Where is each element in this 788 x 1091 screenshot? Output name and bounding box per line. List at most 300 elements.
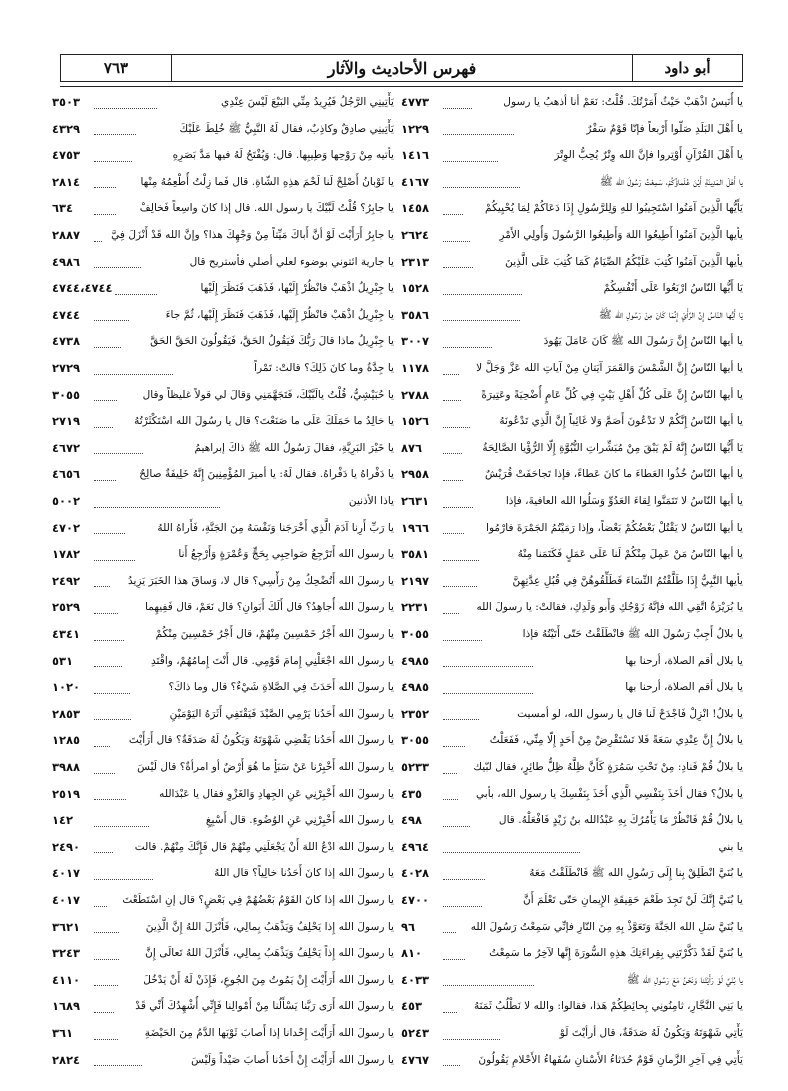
- index-entry: [52, 145, 394, 165]
- index-entry: [401, 571, 743, 591]
- hadith-number: ٢٦٣١: [401, 494, 430, 508]
- index-entry: [52, 1050, 394, 1070]
- entry-text: يا بلالُ؟ فقال أخَذَ بِنَفْسِي الَّذِي أَخَذَ بِنَفْسِكَ يا رسول الله، بأبي: [475, 787, 743, 800]
- entry-text: يَا أَيُّها النّاسُ إِنَّهُ لَمْ يَبْقَ مِنْ مُبَشِّراتِ النُّبُوَّةِ إِلّا الرُّؤْيا الصَّالِحَةُ: [482, 441, 743, 454]
- dot-leader: [94, 1027, 118, 1040]
- dot-leader: [94, 814, 149, 827]
- hadith-number: ٢٨٨٧: [52, 228, 81, 242]
- index-entry: [52, 571, 394, 591]
- index-entry: [401, 917, 743, 937]
- dot-leader: [94, 441, 143, 454]
- index-entry: [401, 1023, 743, 1043]
- hadith-number: ٢٧٢٩: [52, 361, 81, 375]
- dot-leader: [443, 707, 479, 720]
- index-entry: [52, 119, 394, 139]
- hadith-number: ٥٠٠٢: [52, 494, 81, 508]
- entry-text: يا بُنَيَّ انْطَلِقْ بِنا إِلَى رَسُولِ الله ﷺ فَانْطَلَقْتُ مَعَهُ: [529, 867, 743, 880]
- entry-text: يا رسولَ الله أَحَدُنا يَقْضِي شَهْوَتَهُ وَيَكُونُ لَهُ صَدَقَةٌ؟ قال أَرَأَيْتَ: [128, 734, 394, 747]
- entry-text: يا بني: [718, 840, 743, 853]
- entry-text: يا رسولَ الله أَرَأَيْتَ إِنْ يَمُوتُ مِنَ الجُوعِ، فَإِذَنْ لَهُ أَنْ يَدْخُلَ: [143, 973, 394, 986]
- hadith-number: ٣٥٠٣: [52, 95, 81, 109]
- index-entry: [52, 331, 394, 351]
- hadith-number: ٤٩٨٥: [401, 680, 430, 695]
- hadith-number: ٢٨٥٣: [51, 706, 81, 721]
- hadith-number: ٤٧٦٧: [401, 1052, 430, 1067]
- hadith-number: ٤٠١٧: [51, 866, 81, 881]
- hadith-number: ٣٠٥٥: [400, 627, 430, 641]
- hadith-number: ٨٧٦: [401, 440, 423, 455]
- entry-text: يا حُبَيْشِيُّ، قُلْتُ يالَبَّيْكَ، فَتَجَهَّمَنِي وَقالَ لي قولاً غليظاً وقال: [142, 388, 394, 401]
- page-number: ٧٦٣: [103, 59, 129, 77]
- dot-leader: [94, 787, 126, 800]
- dot-leader: [443, 574, 477, 587]
- index-entry: [52, 757, 394, 777]
- hadith-number: ٤٧٣٨: [52, 334, 81, 349]
- hadith-number: ٤٩٨٦: [51, 254, 81, 269]
- dot-leader: [94, 840, 113, 853]
- hadith-number: ٤٦٥٦: [52, 467, 81, 482]
- index-entry: [401, 305, 743, 325]
- dot-leader: [443, 548, 479, 561]
- hadith-number: ٤٧٠٠: [400, 893, 430, 907]
- hadith-number: ١٦٨٩: [51, 999, 81, 1014]
- entry-text: يا بلالُ! انْزِلْ فَاجْدَحْ لَنا قال يا رسول الله، لو أمسيت: [517, 707, 743, 720]
- hadith-number: ١٢٨٥: [52, 733, 81, 748]
- dot-leader: [443, 681, 533, 694]
- index-entry: [52, 385, 394, 405]
- index-entry: [52, 1023, 394, 1043]
- index-entry: [401, 92, 743, 112]
- hadith-number: ٨١٠: [400, 946, 423, 961]
- index-entry: [52, 943, 394, 963]
- entry-text: يا جِدَّةُ وما كانَ ذَلِكَ؟ قالتْ: تَمْراً: [254, 362, 394, 374]
- entry-text: يا بلال أقم الصلاة، أرحنا بها: [625, 654, 743, 667]
- hadith-number: ٤٠١٧: [52, 893, 81, 907]
- entry-text: يا رسولَ الله أَحَدُنا يَرْمِي الصَّيْدَ فَيَقْتَفِي أَثَرَهُ اليَوْمَيْنِ: [169, 707, 394, 720]
- dot-leader: [94, 1053, 142, 1066]
- dot-leader: [443, 867, 485, 880]
- hadith-number: ٢١٩٧: [400, 573, 430, 588]
- hadith-number: ٦٣٤: [52, 201, 74, 216]
- dot-leader: [94, 415, 113, 428]
- index-entry: [52, 890, 394, 910]
- entry-text: يا أيها النّاسُ لا تَتَمَنَّوا لِقاءَ العَدُوِّ وَسَلُوا الله العافيةَ، فإذا: [505, 495, 743, 507]
- entry-text: يا أيها النّاسُ لا يَقْتُلْ بَعْضُكُمْ بَعْضاً، وإذا رَمَيْتُمُ الجَمْرَةَ فارْمُوا: [486, 521, 743, 534]
- dot-leader: [94, 707, 131, 720]
- hadith-number: ٣٠٥٥: [51, 387, 81, 402]
- index-entry: [401, 677, 743, 697]
- index-entry: [401, 225, 743, 245]
- hadith-number: ٣٩٨٨: [51, 760, 81, 774]
- dot-leader: [443, 1053, 460, 1066]
- entry-text: يا رسول الله أَتَرْجِعُ صَواحِبِي بِحَجٍّ وَعُمْرَةٍ وَأَرْجِعُ أَنا: [178, 548, 394, 561]
- hadith-number: ٤٧٤٤،٤٧٤٤: [52, 281, 113, 296]
- hadith-number: ٣٥٨٦: [401, 307, 430, 322]
- index-entry: [401, 411, 743, 431]
- dot-leader: [443, 308, 520, 321]
- hadith-number: ١٤٢: [51, 813, 74, 828]
- entry-text: يا بُرَيْرَةُ اتَّقِي الله فإنَّهُ زَوْجُكِ وَأَبو وَلَدِكِ، فقالتْ: يا رسولَ الله: [476, 601, 743, 614]
- entry-text: يَأْتِينِي صادِقٌ وكاذِبٌ، فقال لَهُ النَّبِيُّ ﷺ خُلِطَ عَلَيْكَ: [179, 122, 394, 135]
- entry-text: يا رسولَ الله أَخْبِرْنِي عَنِ الجِهادِ وَالغَزْوِ فقال يا عَبْدَالله: [159, 787, 394, 800]
- hadith-number: ٥٣١: [52, 653, 74, 668]
- hadith-number: ٣٢٤٣: [52, 946, 81, 961]
- entry-text: يا بلالُ إِنَّ عِنْدِي سَعَةً فَلا تَسْتَقْرِضْ مِنْ أَحَدٍ إِلّا مِنِّي، فَفَعَلْتُ: [489, 734, 743, 747]
- dot-leader: [115, 282, 157, 295]
- dot-leader: [94, 973, 118, 986]
- hadith-number: ٤٣٢٩: [52, 121, 81, 136]
- index-entry: [401, 970, 743, 990]
- hadith-number: ٩٦: [400, 919, 416, 934]
- entry-text: يا بُنَيَّ سَلِ الله الجَنَّةَ وَتَعَوَّذْ بِهِ مِنَ النّارِ فإنِّي سَمِعْتُ رَسُولَ الله: [470, 920, 743, 933]
- dot-leader: [94, 202, 116, 215]
- index-entry: [52, 358, 394, 378]
- index-entry: [401, 252, 743, 272]
- dot-leader: [94, 920, 119, 933]
- dot-leader: [443, 255, 473, 268]
- dot-leader: [443, 601, 459, 614]
- book-name: أبو داود: [632, 55, 742, 81]
- dot-leader: [443, 388, 461, 401]
- entry-text: يا رسولَ الله إذا كانَ القَوْمُ بَعْضُهُمْ فِي بَعْضٍ؟ قال إنِ اسْتَطَعْتَ: [122, 894, 394, 906]
- hadith-number: ٤٣٥: [401, 786, 423, 801]
- dot-leader: [443, 1027, 500, 1040]
- entry-text: يا رسولَ الله إذا كانَ أَحَدُنا خالِياً؟ قال اللهُ: [214, 867, 394, 880]
- dot-leader: [443, 229, 470, 242]
- hadith-number: ٣٠٠٧: [401, 334, 430, 349]
- index-entry: [401, 837, 743, 857]
- dot-leader: [443, 761, 457, 774]
- index-entry: [52, 305, 394, 325]
- dot-leader: [94, 96, 157, 109]
- entry-text: يا خالِدُ ما حَمَلَكَ عَلَى ما صَنَعْتَ؟ قال يا رسُولَ الله اسْتَكْثَرْتُهُ: [134, 415, 394, 428]
- index-entry: [401, 996, 743, 1016]
- dot-leader: [94, 601, 118, 614]
- entry-text: يا رسولَ الله أَخْبِرْنا عَنْ سَبَأٍ ما هُوَ أَرْضٌ أو امرأةٌ؟ قال لَيْسَ: [137, 761, 394, 773]
- right-column: [401, 92, 743, 1082]
- entry-text: يا أيها النّاسُ مَنْ عَمِلَ مِنْكُمْ لَنا عَلَى عَمَلٍ فَكَتَمَنا مِنْهُ: [517, 548, 743, 561]
- hadith-number: ٤١٦٧: [401, 174, 430, 189]
- index-entry: [401, 624, 743, 644]
- dot-leader: [443, 840, 580, 853]
- dot-leader: [94, 335, 121, 348]
- entry-text: يا أيها النّاسُ إِنَّ رَسُولَ الله ﷺ كَانَ عَامَلَ يَهُودَ: [543, 335, 743, 348]
- entry-text: يا بلال أقم الصلاة، أرحنا بها: [625, 681, 743, 694]
- hadith-number: ٣٦٢١: [51, 919, 81, 934]
- entry-text: يا أيها النّاسُ إِنَّ الشَّمْسَ وَالقَمَرَ آيَتانِ مِنْ آياتِ الله عَزَّ وَجَلَّ لا: [476, 362, 743, 374]
- dot-leader: [443, 122, 514, 135]
- hadith-number: ٤٣٤١: [52, 627, 81, 641]
- index-entry: [52, 225, 394, 245]
- hadith-number: ٢٩٥٨: [401, 467, 430, 482]
- dot-leader: [443, 149, 498, 162]
- hadith-number: ٣٠٥٥: [401, 733, 430, 748]
- dot-leader: [443, 96, 472, 109]
- hadith-number: ٥٢٣٣: [400, 760, 430, 774]
- index-entry: [52, 172, 394, 192]
- index-entry: [401, 358, 743, 378]
- entry-text: يا رسولَ الله أَخْبِرْنِي عَنِ الوُضُوءِ. قال أَسْبِغِ: [205, 814, 394, 827]
- entry-text: يأيها النَّبِيُّ إِذَا طَلَّقْتُمُ النِّسَاءَ فَطَلِّقُوهُنَّ فِي قُبُلِ عِدَّتِهِنَّ: [512, 574, 743, 587]
- index-entry: [52, 252, 394, 272]
- index-entry: [401, 198, 743, 218]
- dot-leader: [443, 973, 534, 986]
- entry-text: يا بلالُ قُمْ فَانْظُرْ مَا يَأْمُرُكَ بِهِ عَبْدُالله بنُ زَيْدٍ فَافْعَلْهُ. قال: [498, 814, 743, 827]
- index-entry: [52, 837, 394, 857]
- dot-leader: [443, 628, 482, 641]
- entry-text: يا رَبِّ أَرِنا آدَمَ الَّذِي أَخْرَجَنا وَنَفْسَهُ مِنَ الجَنَّةِ، فَأَراهُ اللهُ: [157, 521, 394, 534]
- dot-leader: [443, 734, 465, 747]
- hadith-number: ١٥٢٦: [400, 414, 430, 429]
- entry-text: يَأْتِي فِي آخِرِ الزَّمانِ قَوْمٌ حُدَثاءُ الأَسْنانِ سُفَهاءُ الأَحْلامِ يَقُولُونَ: [478, 1053, 743, 1066]
- index-entry: [401, 172, 743, 192]
- dot-leader: [94, 1000, 114, 1013]
- entry-text: يا رسولَ الله أَحَدَثَ فِي الصَّلاةِ شَيْءٌ؟ قال وما ذاكَ؟: [168, 681, 394, 694]
- index-entry: [401, 704, 743, 724]
- hadith-number: ١١٧٨: [400, 361, 430, 375]
- index-entry: [52, 863, 394, 883]
- index-entry: [52, 677, 394, 697]
- entry-text: ياذا الأذنين: [348, 495, 394, 507]
- dot-leader: [94, 628, 124, 641]
- hadith-number: ٤٧٤٤: [52, 307, 81, 322]
- entry-text: يا أيها النّاسُ خُذُوا العَطاءَ ما كانَ عَطاءً، فإذا تَجاحَفَتْ قُرَيْشٌ: [485, 468, 743, 481]
- index-entry: [401, 491, 743, 511]
- dot-leader: [94, 255, 141, 268]
- dot-leader: [443, 495, 473, 508]
- hadith-number: ٣٥٨١: [400, 547, 430, 562]
- index-entry: [401, 544, 743, 564]
- dot-leader: [443, 202, 463, 215]
- entry-text: يا أَهْلَ المَدِينَةِ أَيْنَ عُلَماؤُكُمْ، سَمِعْتُ رَسُولَ الله ﷺ: [599, 175, 743, 188]
- dot-leader: [94, 229, 102, 242]
- dot-leader: [443, 335, 492, 348]
- index-entry: [401, 810, 743, 830]
- dot-leader: [94, 362, 173, 375]
- dot-leader: [94, 734, 110, 747]
- left-column: [52, 92, 394, 1082]
- index-entry: [401, 119, 743, 139]
- dot-leader: [443, 415, 470, 428]
- entry-text: يا رسول الله اجْعَلْنِي إِمامَ قَوْمِي. قال أَنْتَ إِمامُهُمْ، واقْتَدِ: [151, 654, 394, 667]
- entry-text: يا رسولَ الله ادْعُ اللهَ أَنْ يَجْعَلَنِي مِنْهُمْ قال فَإِنَّكَ مِنْهُمْ. قالت: [134, 840, 394, 853]
- entry-text: يا رسولَ الله أَجْرُ خَمْسِينَ مِنْهُمْ، قال أَجْرُ خَمْسِينَ مِنْكُمْ: [155, 628, 394, 640]
- hadith-number: ٤٠٢٨: [401, 866, 430, 881]
- index-entry: [52, 651, 394, 671]
- page-header: [60, 54, 743, 82]
- dot-leader: [94, 175, 116, 188]
- entry-text: يا رسولَ الله أَرَأَيْتَ إِنْ أَحَدُنا أَصابَ صَيْداً وَلَيْسَ: [191, 1053, 394, 1066]
- index-entry: [52, 491, 394, 511]
- index-entry: [401, 890, 743, 910]
- hadith-number: ٢٦٢٤: [401, 228, 430, 242]
- entry-text: يا رسولَ الله أُجاهِدُ؟ قال أَلَكَ أَبَوانِ؟ قال نَعَمْ، قال فَفِيهِما: [144, 601, 394, 614]
- index-entry: [52, 624, 394, 644]
- dot-leader: [443, 362, 459, 375]
- hadith-number: ٢٧١٩: [52, 414, 81, 429]
- entry-text: يا أيها النّاسُ إِنَّكُمْ لا تَدْعُونَ أَصَمَّ وَلا غَائِباً إِنَّ الَّذِي تَدْعُونَهُ: [499, 415, 743, 428]
- entry-text: يا رسولَ الله إِذا يَحْلِفُ وَيَذْهَبُ بِمالِي، فَأَنْزَلَ اللهُ إِنَّ الَّذِينَ: [145, 920, 394, 933]
- index-entry: [52, 917, 394, 937]
- hadith-number: ٢٣٥٢: [401, 706, 430, 721]
- dot-leader: [443, 787, 458, 800]
- hadith-number: ٤٩٦٤: [401, 839, 430, 854]
- entry-text: يا أَهْلَ البَلَدِ صَلّوا أَرْبعاً فإنّا قَوْمٌ سَفْرٌ: [586, 122, 743, 135]
- hadith-number: ٢٤٩٢: [51, 573, 81, 588]
- hadith-number: ١٩٦٦: [400, 520, 430, 535]
- hadith-number: ٤٧٠٢: [52, 520, 81, 535]
- index-entry: [401, 278, 743, 298]
- hadith-number: ٢٥١٩: [51, 786, 81, 801]
- hadith-number: ١٤٥٨: [401, 201, 430, 216]
- dot-leader: [443, 468, 463, 481]
- entry-text: يا بَنِي النَّجَّارِ، ثامِنُونِي بِحائِطِكُمْ هَذا، فقالوا: والله لا نَطْلُبُ ثَمَنَهُ: [473, 1000, 743, 1013]
- dot-leader: [94, 388, 117, 401]
- header-rule: [60, 86, 743, 87]
- index-entry: [401, 597, 743, 617]
- dot-leader: [94, 654, 122, 667]
- index-entry: [52, 704, 394, 724]
- index-entry: [401, 464, 743, 484]
- entry-text: يا جِبْرِيلُ اذْهَبْ فانْظُرْ إِلَيْها، فَذَهَبَ فَنَظَرَ إِلَيْها: [200, 282, 394, 295]
- entry-text: يا جِبْرِيلُ اذْهَبْ فانْظُرْ إِلَيْها، فَذَهَبَ فَنَظَرَ إِلَيْها، ثُمَّ جاءَ: [165, 308, 394, 321]
- hadith-number: ٥٢٤٣: [400, 1026, 430, 1040]
- hadith-number: ١٧٨٢: [52, 547, 81, 562]
- entry-text: يا رسولَ الله إِذاً يَحْلِفُ وَيَذْهَبُ بِمالِي، فَأَنْزَلَ اللهُ تَعالَى إِنَّ: [145, 947, 394, 960]
- index-title: فهرس الأحاديث والآثار: [171, 55, 632, 81]
- entry-text: يا أُنَيسُ اذْهَبْ حَيْثُ أَمَرْتُكَ. قُلْتُ: نَعَمْ أنا أذهبُ يا رسول: [503, 96, 743, 108]
- dot-leader: [443, 521, 464, 534]
- hadith-number: ٢٥٢٩: [52, 600, 81, 615]
- index-entry: [52, 278, 394, 298]
- entry-text: يَأْتِي شَهْوَتَهُ وَيَكُونُ لَهُ صَدَقَةٌ، قال أرأيْتَ لَوْ: [559, 1027, 743, 1039]
- dot-leader: [443, 1000, 457, 1013]
- index-entry: [52, 810, 394, 830]
- dot-leader: [443, 894, 482, 907]
- index-entry: [401, 651, 743, 671]
- dot-leader: [94, 468, 116, 481]
- hadith-number: ٢٣١٣: [401, 254, 430, 269]
- index-entry: [52, 784, 394, 804]
- hadith-number: ٢٧٨٨: [401, 387, 430, 402]
- hadith-number: ٤٩٨٥: [401, 653, 430, 668]
- hadith-number: ١٤١٦: [401, 148, 430, 163]
- index-entry: [52, 996, 394, 1016]
- entry-text: يا رسولَ الله أَتُضْحِكُ مِنْ رَأْسِي؟ قال لا، وَساقَ هذا الخَبَرَ يَزِيدُ: [127, 574, 394, 587]
- entry-text: يا جابِرُ أَرَأَيْتَ لَوْ أنَّ أَباكَ مَيِّتاً مِنْ وَجْهِكَ هذا؟ وإنَّ الله قَدْ أَنْزَلَ فِيَّ: [111, 229, 394, 241]
- entry-text: يَا أَيُّها النّاسُ ارْبَعُوا عَلَى أَنْفُسِكُمْ: [603, 282, 743, 295]
- dot-leader: [94, 681, 130, 694]
- entry-text: يا خَيْرَ البَرِيَّةِ، فقالَ رَسُولُ الله ﷺ ذاكَ إبراهيمُ: [194, 441, 394, 454]
- entry-text: يا ثَوْبانُ أَصْلِحْ لَنا لَحْمَ هذِهِ الشّاةِ. قال فَما زِلْتُ أُطْعِمُهُ مِنْها: [140, 175, 394, 188]
- hadith-number: ٤٧٥٣: [51, 148, 81, 163]
- dot-leader: [94, 521, 125, 534]
- dot-leader: [443, 175, 520, 188]
- dot-leader: [94, 894, 107, 907]
- entry-text: يا جارية ائتوني بوضوء لعلي أصلي فأستريح قال: [189, 255, 394, 268]
- index-entry: [401, 1050, 743, 1070]
- index-entry: [401, 331, 743, 351]
- hadith-number: ٢٨١٤: [51, 174, 81, 189]
- entry-text: يا جِبْرِيلُ ماذا قالَ رَبُّكَ فَيَقُولُ الحَقَّ، فَيَقُولُونَ الحَقَّ الحَقَّ: [150, 335, 394, 348]
- dot-leader: [443, 947, 465, 960]
- hadith-number: ٤٧٧٣: [401, 95, 430, 109]
- index-entry: [52, 730, 394, 750]
- hadith-number: ١٥٢٨: [401, 281, 430, 296]
- index-entry: [401, 730, 743, 750]
- index-entry: [52, 438, 394, 458]
- hadith-number: ٢٢٣١: [400, 600, 430, 615]
- dot-leader: [94, 308, 129, 321]
- dot-leader: [94, 548, 135, 561]
- index-entry: [401, 757, 743, 777]
- hadith-number: ٤٦٧٢: [51, 440, 81, 455]
- dot-leader: [443, 441, 462, 454]
- dot-leader: [443, 654, 533, 667]
- entry-text: يَا أَيُّها النّاسُ إِنَّ الرَّأْيَ إِنَّمَا كَانَ مِنْ رَسُولِ الله ﷺ: [598, 308, 743, 321]
- index-entry: [52, 411, 394, 431]
- hadith-number: ٢٨٢٤: [51, 1052, 81, 1067]
- dot-leader: [94, 761, 115, 774]
- entry-text: يا جابِرُ؟ قُلْتُ لَبَّيْكَ يا رسول الله. قال إذا كانَ واسِعاً فَخالِفْ: [139, 202, 394, 215]
- index-entry: [52, 198, 394, 218]
- dot-leader: [94, 495, 220, 508]
- entry-text: يا بُنَيَّ لَوْ رَأَيْتَنا وَنَحْنُ مَعَ رَسُولِ الله ﷺ: [626, 973, 743, 986]
- hadith-number: ١٠٢٠: [52, 680, 81, 695]
- index-entry: [52, 597, 394, 617]
- dot-leader: [94, 122, 136, 135]
- entry-text: يا بُنَيَّ إِنَّكَ لَنْ تَجِدَ طَعْمَ حَقِيقَةِ الإِيمانِ حَتّى تَعْلَمَ أَنَّ: [522, 894, 743, 906]
- index-entry: [401, 385, 743, 405]
- entry-text: يا دَفْراهُ يا دَفْراهُ. فقال لَهُ: يا أميرَ المُؤْمِنِينَ إِنَّهُ خَلِيفَةٌ صالِحٌ: [139, 468, 394, 481]
- index-entry: [401, 943, 743, 963]
- index-entry: [52, 544, 394, 564]
- entry-text: يا أيها النّاسُ إِنَّ عَلَى كُلِّ أَهْلِ بَيْتٍ فِي كُلِّ عَامٍ أُضْحِيَةً وعَتِيرَةً: [481, 388, 743, 401]
- dot-leader: [443, 920, 456, 933]
- entry-text: يأيها الَّذِينَ آمَنُوا أَطِيعُوا اللهَ وَأَطِيعُوا الرَّسُولَ وَأُولِي الأَمْرِ: [499, 229, 743, 241]
- entry-text: يا رسولَ الله أَرَى رَبَّنا يَسْأَلُنا مِنْ أَمْوالِنا فَإِنِّي أُشْهِدُكَ أَنِّي قَدْ: [135, 1000, 394, 1013]
- entry-text: يا أَهْلَ القُرْآنِ أَوْتِروا فإنَّ الله وِتْرٌ يُحِبُّ الوِتْرَ: [554, 149, 743, 162]
- entry-text: يأتيه مِنْ رَوْحِها وَطِيبِها. قال: وَيُفْتَحُ لَهُ فيها مَدَّ بَصَرِهِ: [172, 149, 394, 162]
- hadith-number: ٢٤٩٠: [51, 839, 81, 854]
- dot-leader: [443, 282, 522, 295]
- index-entry: [401, 784, 743, 804]
- hadith-number: ٤٠٣٣: [400, 972, 430, 987]
- hadith-number: ٤٥٣: [400, 999, 423, 1014]
- dot-leader: [94, 149, 132, 162]
- index-entry: [52, 970, 394, 990]
- index-entry: [401, 438, 743, 458]
- dot-leader: [443, 814, 470, 827]
- index-entry: [52, 464, 394, 484]
- index-entry: [401, 518, 743, 538]
- index-entry: [52, 518, 394, 538]
- hadith-number: ١٢٢٩: [401, 121, 430, 136]
- entry-text: يَأَيُّها الَّذِينَ آمَنُوا اسْتَجِيبُوا للهِ وَلِلرَّسُولِ إِذَا دَعَاكُمْ لِمَا يُحْيِيكُمْ: [485, 202, 743, 215]
- entry-text: يا بلالُ قُمْ فَنادِ: مِنْ تَحْتِ سَمُرَةٍ كَأَنَّ ظِلَّهُ ظِلُّ طائِرٍ، فقال لبّيك: [473, 761, 743, 773]
- entry-text: يَأْتِينِي الرَّجُلُ فَيُرِيدُ مِنِّي البَيْعَ لَيْسَ عِنْدِي: [221, 96, 394, 108]
- dot-leader: [94, 867, 153, 880]
- index-entry: [401, 863, 743, 883]
- entry-text: يا رسولَ الله أَرَأَيْتَ إِحْدانا إذا أَصابَ ثَوْبَها الدَّمُ مِنَ الحَيْضَةِ: [144, 1027, 394, 1039]
- index-entry: [52, 92, 394, 112]
- entry-text: يأيها الَّذِينَ آمَنُوا كُتِبَ عَلَيْكُمُ الصِّيَامُ كَمَا كُتِبَ عَلَى الَّذِينَ: [505, 255, 743, 268]
- index-entry: [401, 145, 743, 165]
- dot-leader: [94, 574, 110, 587]
- hadith-number: ٣٦١: [51, 1026, 74, 1040]
- entry-text: يا بلالُ أَجِبْ رَسُولَ الله ﷺ فانْطَلَقْتُ حَتّى أَتَيْتُهُ فإذا: [522, 628, 743, 640]
- hadith-number: ٤١١٠: [51, 972, 81, 987]
